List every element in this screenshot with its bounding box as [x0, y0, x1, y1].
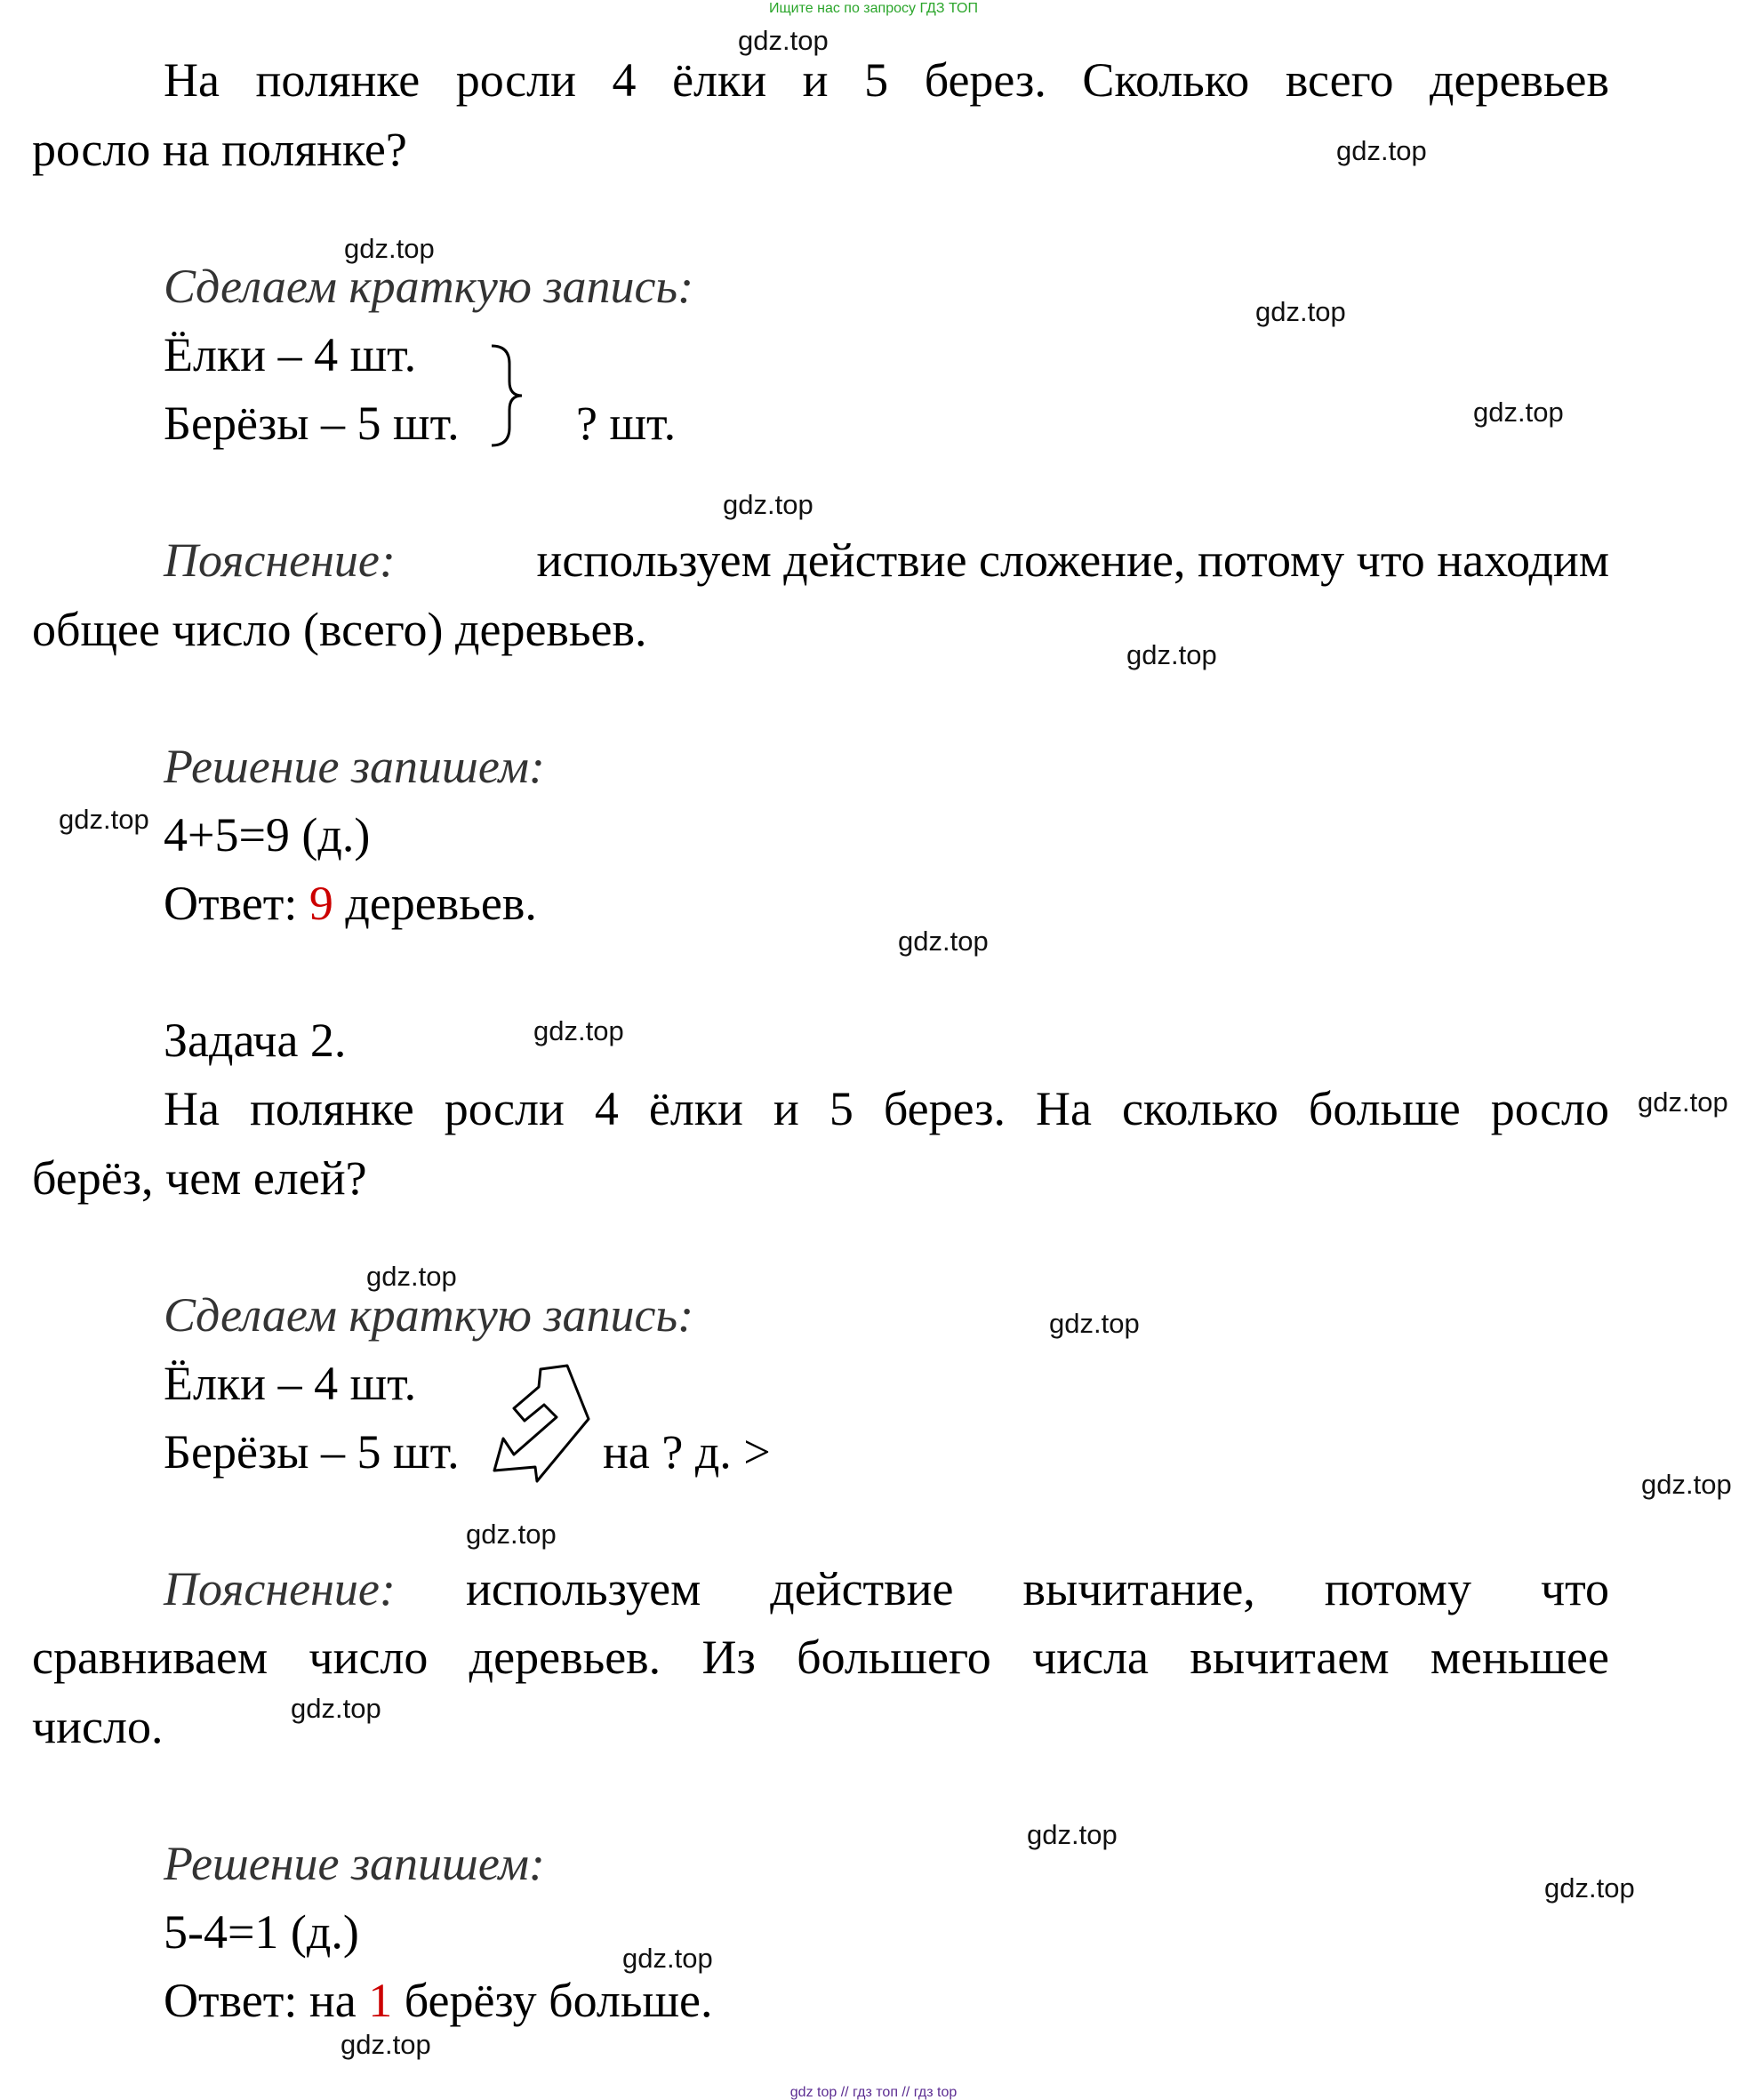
task2-explanation-line2: сравниваем число деревьев. Из большего числа вычитаем меньшее — [32, 1631, 1609, 1684]
watermark: gdz.top — [1473, 397, 1564, 428]
task1-explanation-line2: общее число (всего) деревьев. — [32, 603, 647, 656]
watermark: gdz.top — [1049, 1308, 1140, 1339]
compare-arrow-icon — [489, 1360, 596, 1485]
task2-explanation-line1: используем действие вычитание, потому что — [466, 1562, 1609, 1615]
watermark: gdz.top — [466, 1519, 557, 1550]
task1-text-line2: росло на полянке? — [32, 123, 407, 176]
task2-explanation-label: Пояснение: — [164, 1562, 396, 1615]
watermark: gdz.top — [1641, 1469, 1732, 1500]
watermark: gdz.top — [622, 1943, 713, 1974]
task2-solution-heading: Решение запишем: — [164, 1837, 545, 1890]
task1-text-line1: На полянке росли 4 ёлки и 5 берез. Сколько всего деревьев — [164, 53, 1609, 107]
watermark: gdz.top — [1126, 639, 1217, 670]
task2-text-line2: берёз, чем елей? — [32, 1151, 367, 1205]
watermark: gdz.top — [291, 1693, 381, 1724]
watermark: gdz.top — [1255, 296, 1346, 327]
task2-record-row2: Берёзы – 5 шт. — [164, 1425, 460, 1479]
curly-brace-icon — [485, 342, 529, 449]
watermark: gdz.top — [1544, 1872, 1635, 1904]
task1-explanation-line1-wrap — [164, 532, 1609, 589]
watermark: gdz.top — [1027, 1819, 1118, 1850]
task2-explanation-line1-wrap — [164, 1560, 1609, 1617]
task2-record-row1: Ёлки – 4 шт. — [164, 1357, 417, 1410]
watermark: gdz.top — [723, 489, 813, 520]
task2-answer — [164, 1972, 713, 2029]
task2-answer-value: 1 — [368, 1974, 393, 2027]
watermark: gdz.top — [341, 2029, 431, 2060]
task2-explanation-line3: число. — [32, 1700, 164, 1753]
watermark: gdz.top — [738, 25, 829, 56]
watermark: gdz.top — [1638, 1086, 1728, 1118]
watermark: gdz.top — [344, 233, 435, 264]
watermark: gdz.top — [1336, 135, 1427, 166]
task2-short-record-heading: Сделаем краткую запись: — [164, 1288, 694, 1342]
task1-answer-prefix: Ответ: — [164, 877, 298, 930]
task1-answer-value: 9 — [309, 877, 333, 930]
task1-record-row2: Берёзы – 5 шт. — [164, 397, 460, 450]
task2-answer-suffix: берёзу больше. — [404, 1974, 713, 2027]
task1-answer — [164, 875, 537, 932]
task2-record-compare: на ? д. > — [603, 1425, 771, 1479]
task1-short-record-heading: Сделаем краткую запись: — [164, 260, 694, 313]
watermark: gdz.top — [533, 1015, 624, 1046]
search-banner: Ищите нас по запросу ГДЗ ТОП — [769, 1, 978, 16]
task2-text-line1: На полянке росли 4 ёлки и 5 берез. На сколько больше росло — [164, 1082, 1609, 1135]
task1-record-row1: Ёлки – 4 шт. — [164, 328, 417, 381]
task1-explanation-label: Пояснение: — [164, 533, 396, 587]
task2-solution-expr: 5-4=1 (д.) — [164, 1905, 359, 1959]
task1-answer-suffix: деревьев. — [345, 877, 537, 930]
task1-solution-heading: Решение запишем: — [164, 740, 545, 793]
task2-title: Задача 2. — [164, 1014, 347, 1067]
task1-explanation-line1: используем действие сложение, потому что находим — [536, 533, 1609, 587]
watermark: gdz.top — [898, 926, 989, 957]
watermark: gdz.top — [59, 804, 149, 835]
task2-answer-prefix: Ответ: на — [164, 1974, 357, 2027]
task1-record-total: ? шт. — [576, 397, 677, 450]
footer-watermark: gdz top // гдз топ // гдз top — [789, 2085, 958, 2100]
watermark: gdz.top — [366, 1261, 457, 1292]
task1-solution-expr: 4+5=9 (д.) — [164, 808, 371, 862]
